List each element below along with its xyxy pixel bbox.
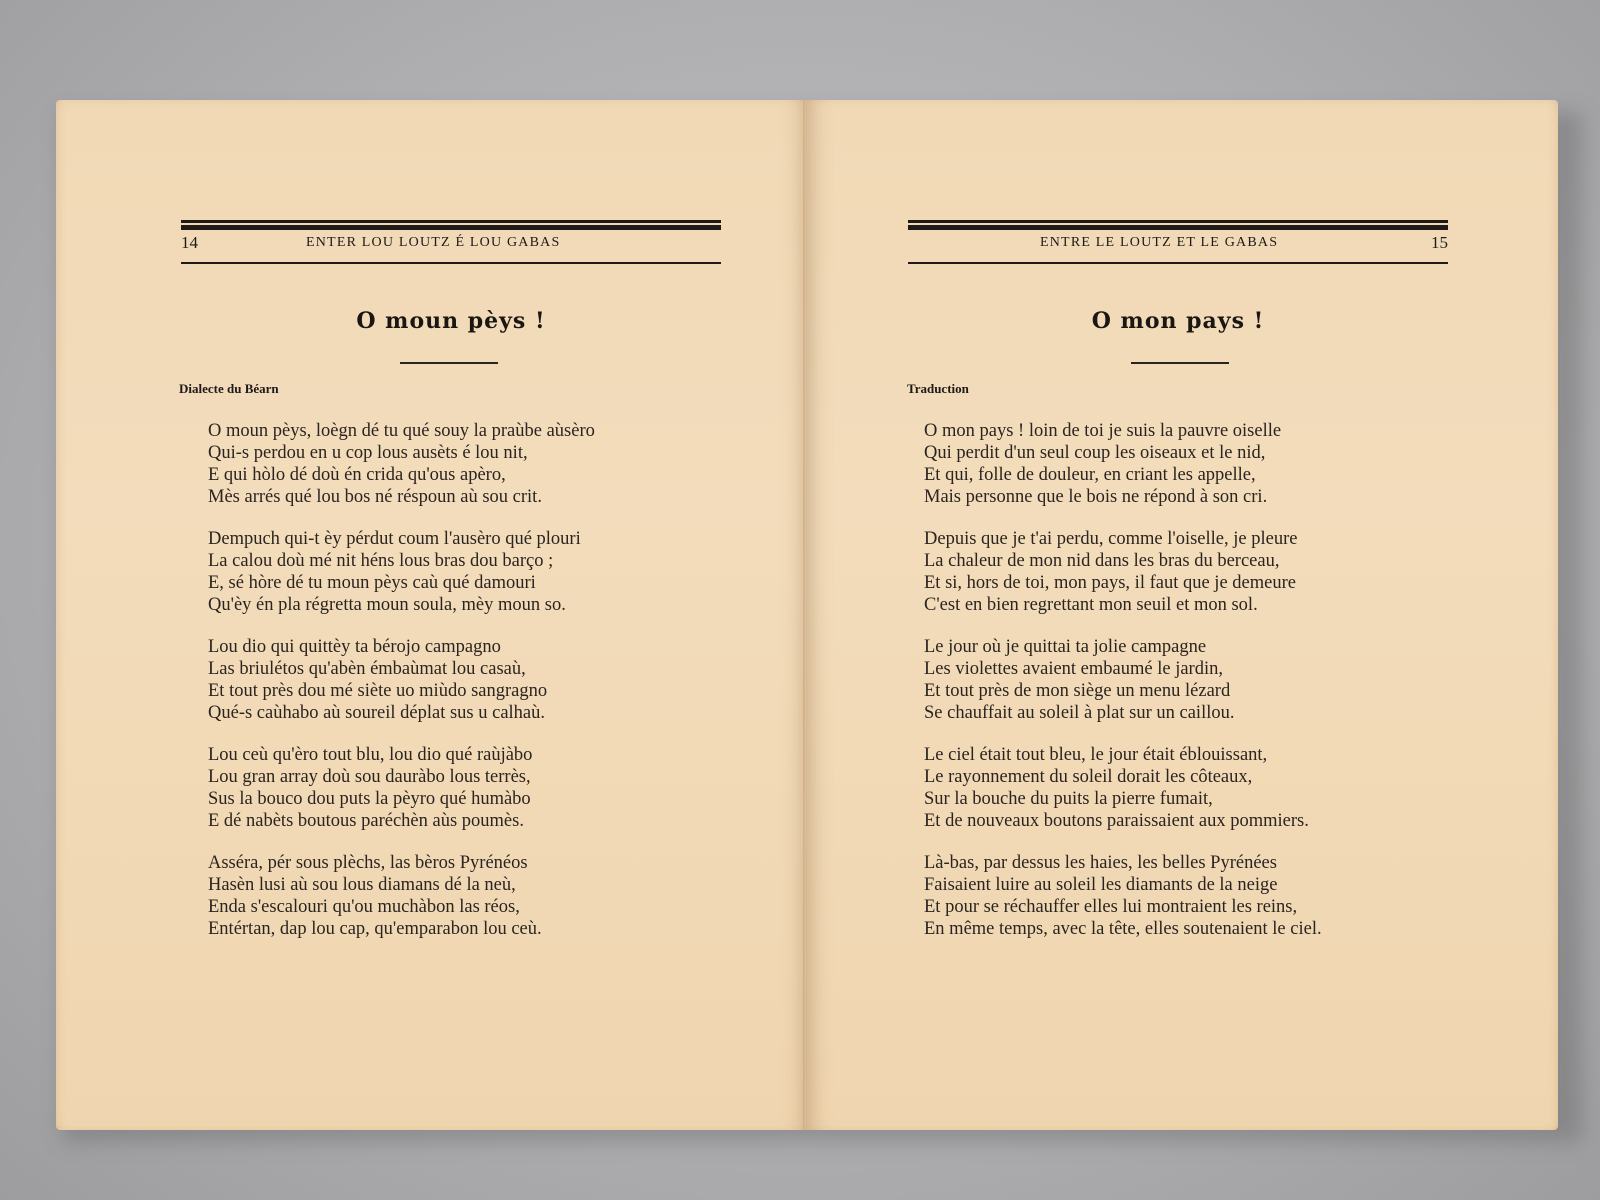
stanza bbox=[208, 744, 768, 832]
stanza bbox=[924, 852, 1484, 940]
verse-line: Qui perdit d'un seul coup les oiseaux et le nid, bbox=[924, 443, 1266, 463]
verse-line: La calou doù mé nit héns lous bras dou barço ; bbox=[208, 551, 554, 571]
verse-line: Le jour où je quittai ta jolie campagne bbox=[924, 637, 1207, 657]
header-double-rule bbox=[908, 220, 1448, 225]
verse-line: Hasèn lusi aù sou lous diamans dé la neù, bbox=[208, 875, 516, 895]
poem-subtitle: Dialecte du Béarn bbox=[179, 381, 279, 396]
verse-line: C'est en bien regrettant mon seuil et mon sol. bbox=[924, 595, 1258, 615]
header-double-rule bbox=[181, 220, 721, 225]
stanza bbox=[208, 420, 768, 508]
running-head: ENTER LOU LOUTZ É LOU GABAS bbox=[306, 235, 561, 250]
stanza bbox=[208, 636, 768, 724]
poem-title: O mon pays ! bbox=[1091, 308, 1265, 334]
verse-line: Et tout près de mon siège un menu lézard bbox=[924, 681, 1231, 701]
page-number: 15 bbox=[1431, 233, 1448, 252]
stanza bbox=[208, 852, 768, 940]
verse-line: Et si, hors de toi, mon pays, il faut que je demeure bbox=[924, 573, 1296, 593]
verse-line: Qui-s perdou en u cop lous ausèts é lou nit, bbox=[208, 443, 528, 463]
poem-body bbox=[924, 420, 1484, 960]
verse-line: E, sé hòre dé tu moun pèys caù qué damouri bbox=[208, 573, 536, 593]
verse-line: Et qui, folle de douleur, en criant les appelle, bbox=[924, 465, 1256, 485]
right-page bbox=[806, 100, 1558, 1130]
title-divider bbox=[400, 362, 498, 364]
verse-line: Les violettes avaient embaumé le jardin, bbox=[924, 659, 1223, 679]
stanza bbox=[924, 636, 1484, 724]
verse-line: Mais personne que le bois ne répond à son cri. bbox=[924, 487, 1268, 507]
page-number: 14 bbox=[181, 233, 198, 252]
verse-line: Se chauffait au soleil à plat sur un caillou. bbox=[924, 703, 1235, 723]
poem-body bbox=[208, 420, 768, 960]
verse-line: Asséra, pér sous plèchs, las bèros Pyrénéos bbox=[208, 853, 528, 873]
verse-line: Lou dio qui quittèy ta bérojo campagno bbox=[208, 637, 501, 657]
header-rule bbox=[181, 262, 721, 264]
verse-line: Et tout près dou mé siète uo miùdo sangragno bbox=[208, 681, 548, 701]
poem-subtitle: Traduction bbox=[907, 381, 969, 396]
verse-line: Sus la bouco dou puts la pèyro qué humàbo bbox=[208, 789, 531, 809]
verse-line: Depuis que je t'ai perdu, comme l'oiselle, je pleure bbox=[924, 529, 1298, 549]
verse-line: E dé nabèts boutous paréchèn aùs poumès. bbox=[208, 811, 524, 831]
left-page bbox=[56, 100, 808, 1130]
verse-line: Et de nouveaux boutons paraissaient aux pommiers. bbox=[924, 811, 1309, 831]
header-rule bbox=[908, 262, 1448, 264]
running-head: ENTRE LE LOUTZ ET LE GABAS bbox=[1040, 235, 1279, 250]
right-page-header bbox=[908, 220, 1448, 264]
verse-line: Faisaient luire au soleil les diamants de la neige bbox=[924, 875, 1278, 895]
verse-line: Lou gran array doù sou dauràbo lous terrès, bbox=[208, 767, 531, 787]
verse-line: O moun pèys, loègn dé tu qué souy la praùbe aùsèro bbox=[208, 421, 595, 441]
verse-line: En même temps, avec la tête, elles soutenaient le ciel. bbox=[924, 919, 1322, 939]
verse-line: La chaleur de mon nid dans les bras du berceau, bbox=[924, 551, 1280, 571]
verse-line: Entértan, dap lou cap, qu'emparabon lou ceù. bbox=[208, 919, 542, 939]
verse-line: Enda s'escalouri qu'ou muchàbon las réos, bbox=[208, 897, 520, 917]
verse-line: Mès arrés qué lou bos né réspoun aù sou crit. bbox=[208, 487, 542, 507]
stanza bbox=[924, 744, 1484, 832]
verse-line: O mon pays ! loin de toi je suis la pauvre oiselle bbox=[924, 421, 1282, 441]
verse-line: Las briulétos qu'abèn émbaùmat lou casaù, bbox=[208, 659, 526, 679]
verse-line: Dempuch qui-t èy pérdut coum l'ausèro qué plouri bbox=[208, 529, 581, 549]
verse-line: Qué-s caùhabo aù soureil déplat sus u calhaù. bbox=[208, 703, 546, 723]
verse-line: Et pour se réchauffer elles lui montraient les reins, bbox=[924, 897, 1298, 917]
verse-line: Là-bas, par dessus les haies, les belles Pyrénées bbox=[924, 853, 1277, 873]
poem-title: O moun pèys ! bbox=[356, 308, 546, 334]
verse-line: Le rayonnement du soleil dorait les côteaux, bbox=[924, 767, 1253, 787]
title-divider bbox=[1131, 362, 1229, 364]
stanza bbox=[924, 528, 1484, 616]
left-page-header bbox=[181, 220, 721, 264]
verse-line: Le ciel était tout bleu, le jour était éblouissant, bbox=[924, 745, 1268, 765]
verse-line: Qu'èy én pla régretta moun soula, mèy moun so. bbox=[208, 595, 566, 615]
stanza bbox=[924, 420, 1484, 508]
verse-line: Sur la bouche du puits la pierre fumait, bbox=[924, 789, 1213, 809]
stanza bbox=[208, 528, 768, 616]
verse-line: E qui hòlo dé doù én crida qu'ous apèro, bbox=[208, 465, 506, 485]
verse-line: Lou ceù qu'èro tout blu, lou dio qué raùjàbo bbox=[208, 745, 533, 765]
